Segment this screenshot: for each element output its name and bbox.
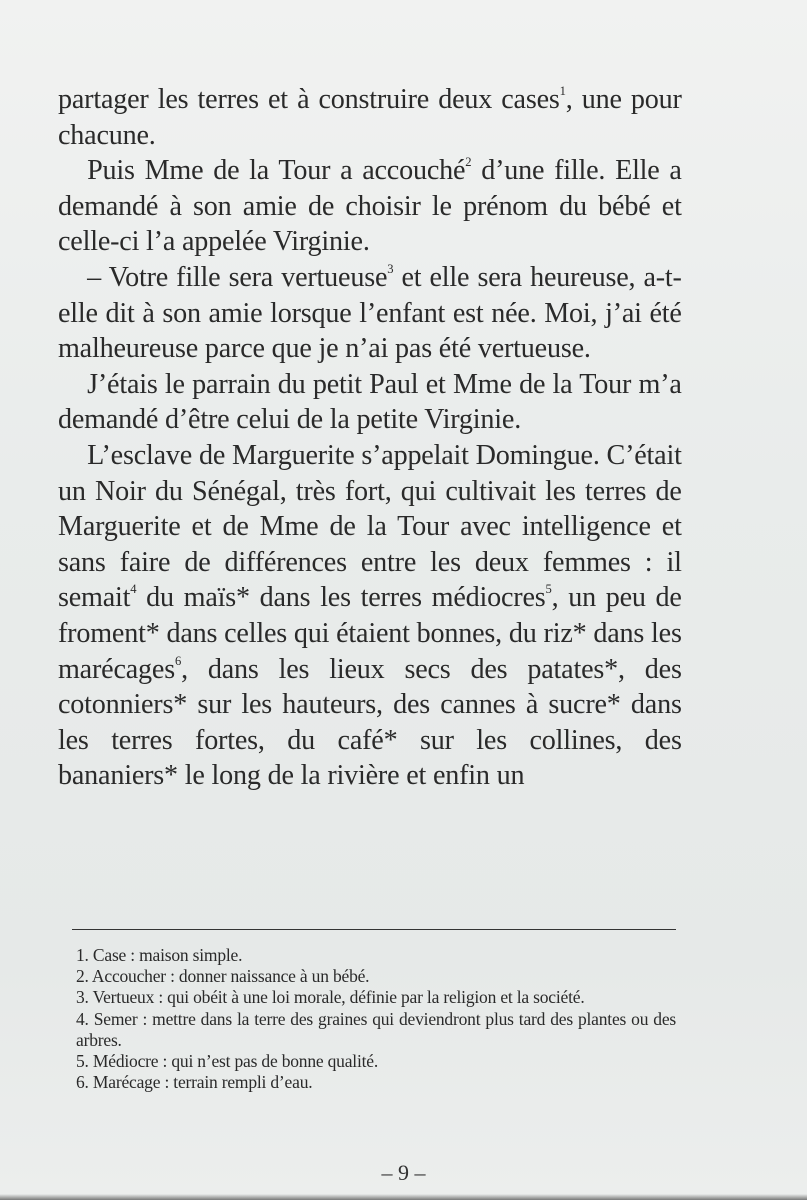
footnote-ref-6: 6 — [174, 652, 182, 668]
text-run: L’esclave de Marguerite s’appelait Domingue. C’était un Noir du Sénégal, très fort, qui cultivait les terres de Marguerite et de Mme de la Tour avec intelligence et sans faire de différences entre les deux femmes : il semait — [58, 438, 682, 614]
footnote-1: 1. Case : maison simple. — [76, 945, 243, 965]
page-number: – 9 – — [381, 1160, 426, 1185]
text-run: d’une fille. Elle a demandé à son amie de choisir le prénom du bébé et celle-ci l’a appelée Virginie. — [58, 154, 682, 258]
footnote-divider — [72, 929, 676, 930]
text-run: et elle sera heureuse, a-t-elle dit à son amie lorsque l’enfant est née. Moi, j’ai été malheureuse parce que je n’ai pas été vertueuse. — [58, 260, 682, 365]
footnote-2: 2. Accoucher : donner naissance à un bébé. — [76, 966, 370, 987]
footnote-ref-2: 2 — [465, 154, 472, 170]
footnote-ref-3: 3 — [387, 260, 394, 276]
paragraph-5 — [58, 438, 682, 794]
text-run: – Votre fille sera vertueuse — [87, 260, 388, 293]
main-text — [58, 82, 682, 794]
text-run: , un peu de froment* dans celles qui étaient bonnes, du riz* dans les marécages — [58, 581, 682, 685]
text-run: J’étais le parrain du petit Paul et Mme de la Tour m’a demandé d’être celui de la petite Virginie. — [58, 367, 682, 436]
text-run: Puis Mme de la Tour a accouché — [87, 154, 466, 187]
footnote-6: 6. Marécage : terrain rempli d’eau. — [76, 1072, 313, 1093]
paragraph-1 — [58, 82, 682, 153]
paragraph-3 — [58, 260, 682, 367]
paragraph-2 — [58, 153, 682, 260]
footnote-5: 5. Médiocre : qui n’est pas de bonne qualité. — [76, 1051, 379, 1072]
paragraph-4 — [58, 367, 682, 438]
text-run: partager les terres et à construire deux cases — [58, 83, 560, 115]
footnote-3: 3. Vertueux : qui obéit à une loi morale, définie par la religion et la société. — [76, 987, 585, 1008]
footnote-ref-4: 4 — [130, 581, 137, 597]
footnotes — [76, 945, 676, 1093]
book-page — [58, 82, 682, 794]
footnote-ref-1: 1 — [559, 83, 566, 98]
footnote-4: 4. Semer : mettre dans la terre des graines qui deviendront plus tard des plantes ou des arbres. — [76, 1008, 676, 1050]
footnote-ref-5: 5 — [545, 581, 552, 597]
text-run: du maïs* dans les terres médiocres — [136, 581, 546, 614]
text-run: , une pour chacune. — [58, 83, 682, 151]
page-edge-shadow — [0, 1194, 807, 1200]
text-run: , dans les lieux secs des patates*, des cotonniers* sur les hauteurs, des cannes à sucre* dans les terres fortes, du café* sur les collines, des bananiers* le long de la rivière et enfin un — [58, 652, 682, 792]
